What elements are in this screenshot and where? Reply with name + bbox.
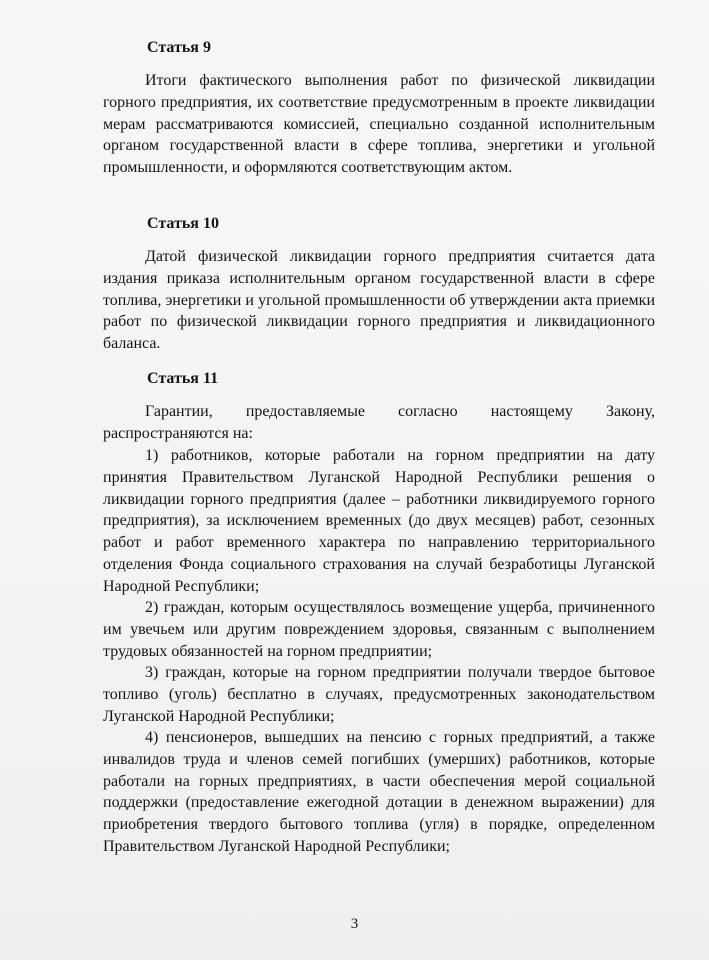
list-item: 1) работников, которые работали на горном предприятии на дату принятия Правительством Луганской Народной Республики решения о ликвидации горного предприятия (далее – работники ликвидируемого горного предприятия), за исключением временных (до двух месяцев) работ, сезонных работ и работ временного характера по направлению территориального отделения Фонда социального страхования на случай безработицы Луганской Народной Республики; bbox=[103, 447, 655, 595]
article-11-heading: Статья 11 bbox=[147, 370, 219, 387]
article-11-intro: Гарантии, предоставляемые согласно настоящему Закону, распространяются на: bbox=[103, 403, 655, 442]
article-9-text: Итоги фактического выполнения работ по физической ликвидации горного предприятия, их соответствие предусмотренным в проекте ликвидации мерам рассматриваются комиссией, специально созданной исполнительным органом государственной власти в сфере топлива, энергетики и угольной промышленности, и оформляются соответствующим актом. bbox=[103, 72, 655, 177]
list-item: 4) пенсионеров, вышедших на пенсию с горных предприятий, а также инвалидов труда и членов семей погибших (умерших) работников, которые работали на горных предприятиях, в части обеспечения мерой социальной поддержки (предоставление ежегодной дотации в денежном выражении) для приобретения твердого бытового топлива (угля) в порядке, определенном Правительством Луганской Народной Республики; bbox=[103, 729, 655, 855]
article-9-heading: Статья 9 bbox=[147, 39, 211, 56]
list-item: 2) граждан, которым осуществлялось возмещение ущерба, причиненного им увечьем или другим повреждением здоровья, связанным с выполнением трудовых обязанностей на горном предприятии; bbox=[103, 599, 655, 660]
page-number: 3 bbox=[350, 916, 359, 932]
list-item: 3) граждан, которые на горном предприятии получали твердое бытовое топливо (уголь) бесплатно в случаях, предусмотренных законодательством Луганской Народной Республики; bbox=[103, 664, 655, 725]
article-10-heading: Статья 10 bbox=[147, 215, 219, 232]
article-10-text: Датой физической ликвидации горного предприятия считается дата издания приказа исполнительным органом государственной власти в сфере топлива, энергетики и угольной промышленности об утверждении акта приемки работ по физической ликвидации горного предприятия и ликвидационного баланса. bbox=[103, 248, 655, 353]
